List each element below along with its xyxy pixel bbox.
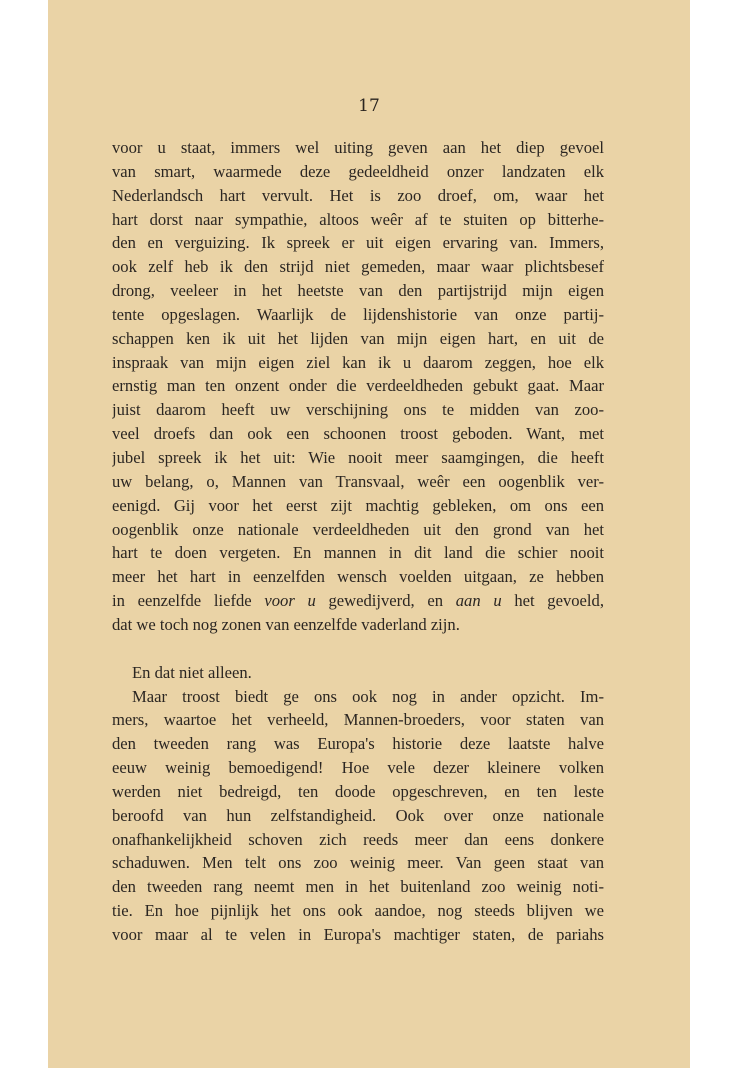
text-line: den tweeden rang neemt men in het buitenland zoo weinig noti- <box>112 877 604 897</box>
text-line: van smart, waarmede deze gedeeldheid onzer landzaten elk <box>112 161 604 181</box>
text-line: mers, waartoe het verheeld, Mannen-broeders, voor staten van <box>112 710 604 730</box>
italic-text: aan u <box>455 591 502 611</box>
text-line: tente opgeslagen. Waarlijk de lijdenshistorie van onze partij- <box>112 304 604 324</box>
text-line: drong, veeleer in het heetste van den partijstrijd mijn eigen <box>112 281 604 301</box>
text-line: meer het hart in eenzelfden wensch voelden uitgaan, ze hebben <box>112 567 604 587</box>
text-line: inspraak van mijn eigen ziel kan ik u daarom zeggen, hoe elk <box>112 352 604 372</box>
text-fragment: het gevoeld, <box>501 591 604 611</box>
text-line: Maar troost biedt ge ons ook nog in ander opzicht. Im- <box>132 686 604 706</box>
text-line: schappen ken ik uit het lijden van mijn eigen hart, en uit de <box>112 328 604 348</box>
text-line: voor u staat, immers wel uiting geven aan het diep gevoel <box>112 138 604 157</box>
text-line: juist daarom heeft uw verschijning ons te midden van zoo- <box>112 400 604 420</box>
book-page <box>48 0 690 1068</box>
text-line-italic-mix <box>112 589 604 613</box>
text-fragment: in eenzelfde liefde <box>112 591 265 611</box>
text-line: voor maar al te velen in Europa's machtiger staten, de pariahs <box>112 925 604 944</box>
text-line: den en verguizing. Ik spreek er uit eigen ervaring van. Immers, <box>112 233 604 253</box>
paragraph-1 <box>112 136 604 637</box>
paragraph-spacer <box>112 637 604 661</box>
text-fragment: gewedijverd, en <box>315 591 456 611</box>
text-line: ernstig man ten onzent onder die verdeeldheden gebukt gaat. Maar <box>112 376 604 396</box>
text-line: beroofd van hun zelfstandigheid. Ook over onze nationale <box>112 805 604 825</box>
text-line: oogenblik onze nationale verdeeldheden uit den grond van het <box>112 519 604 539</box>
text-line: jubel spreek ik het uit: Wie nooit meer saamgingen, die heeft <box>112 447 604 467</box>
paragraph-3 <box>112 685 604 947</box>
page-number: 17 <box>358 96 380 116</box>
italic-text: voor u <box>264 591 316 611</box>
text-line: eenigd. Gij voor het eerst zijt machtig gebleken, om ons een <box>112 495 604 515</box>
text-line: uw belang, o, Mannen van Transvaal, weêr een oogenblik ver- <box>112 471 604 491</box>
text-line: den tweeden rang was Europa's historie deze laatste halve <box>112 734 604 754</box>
text-line: ook zelf heb ik den strijd niet gemeden, maar waar plichtsbesef <box>112 257 604 277</box>
text-line: tie. En hoe pijnlijk het ons ook aandoe, nog steeds blijven we <box>112 901 604 921</box>
text-line: onafhankelijkheid schoven zich reeds meer dan eens donkere <box>112 829 604 849</box>
text-line: eeuw weinig bemoedigend! Hoe vele dezer kleinere volken <box>112 758 604 778</box>
paragraph-2: En dat niet alleen. <box>132 662 252 682</box>
text-line: schaduwen. Men telt ons zoo weinig meer. Van geen staat van <box>112 853 604 873</box>
text-line: hart dorst naar sympathie, altoos weêr af te stuiten op bitterhe- <box>112 209 604 229</box>
text-line: Nederlandsch hart vervult. Het is zoo droef, om, waar het <box>112 185 604 205</box>
text-line: werden niet bedreigd, ten doode opgeschreven, en ten leste <box>112 781 604 801</box>
body-text <box>112 136 604 947</box>
text-line: dat we toch nog zonen van eenzelfde vaderland zijn. <box>112 614 460 634</box>
text-line: veel droefs dan ook een schoonen troost geboden. Want, met <box>112 424 604 444</box>
text-line: hart te doen vergeten. En mannen in dit land die schier nooit <box>112 543 604 563</box>
